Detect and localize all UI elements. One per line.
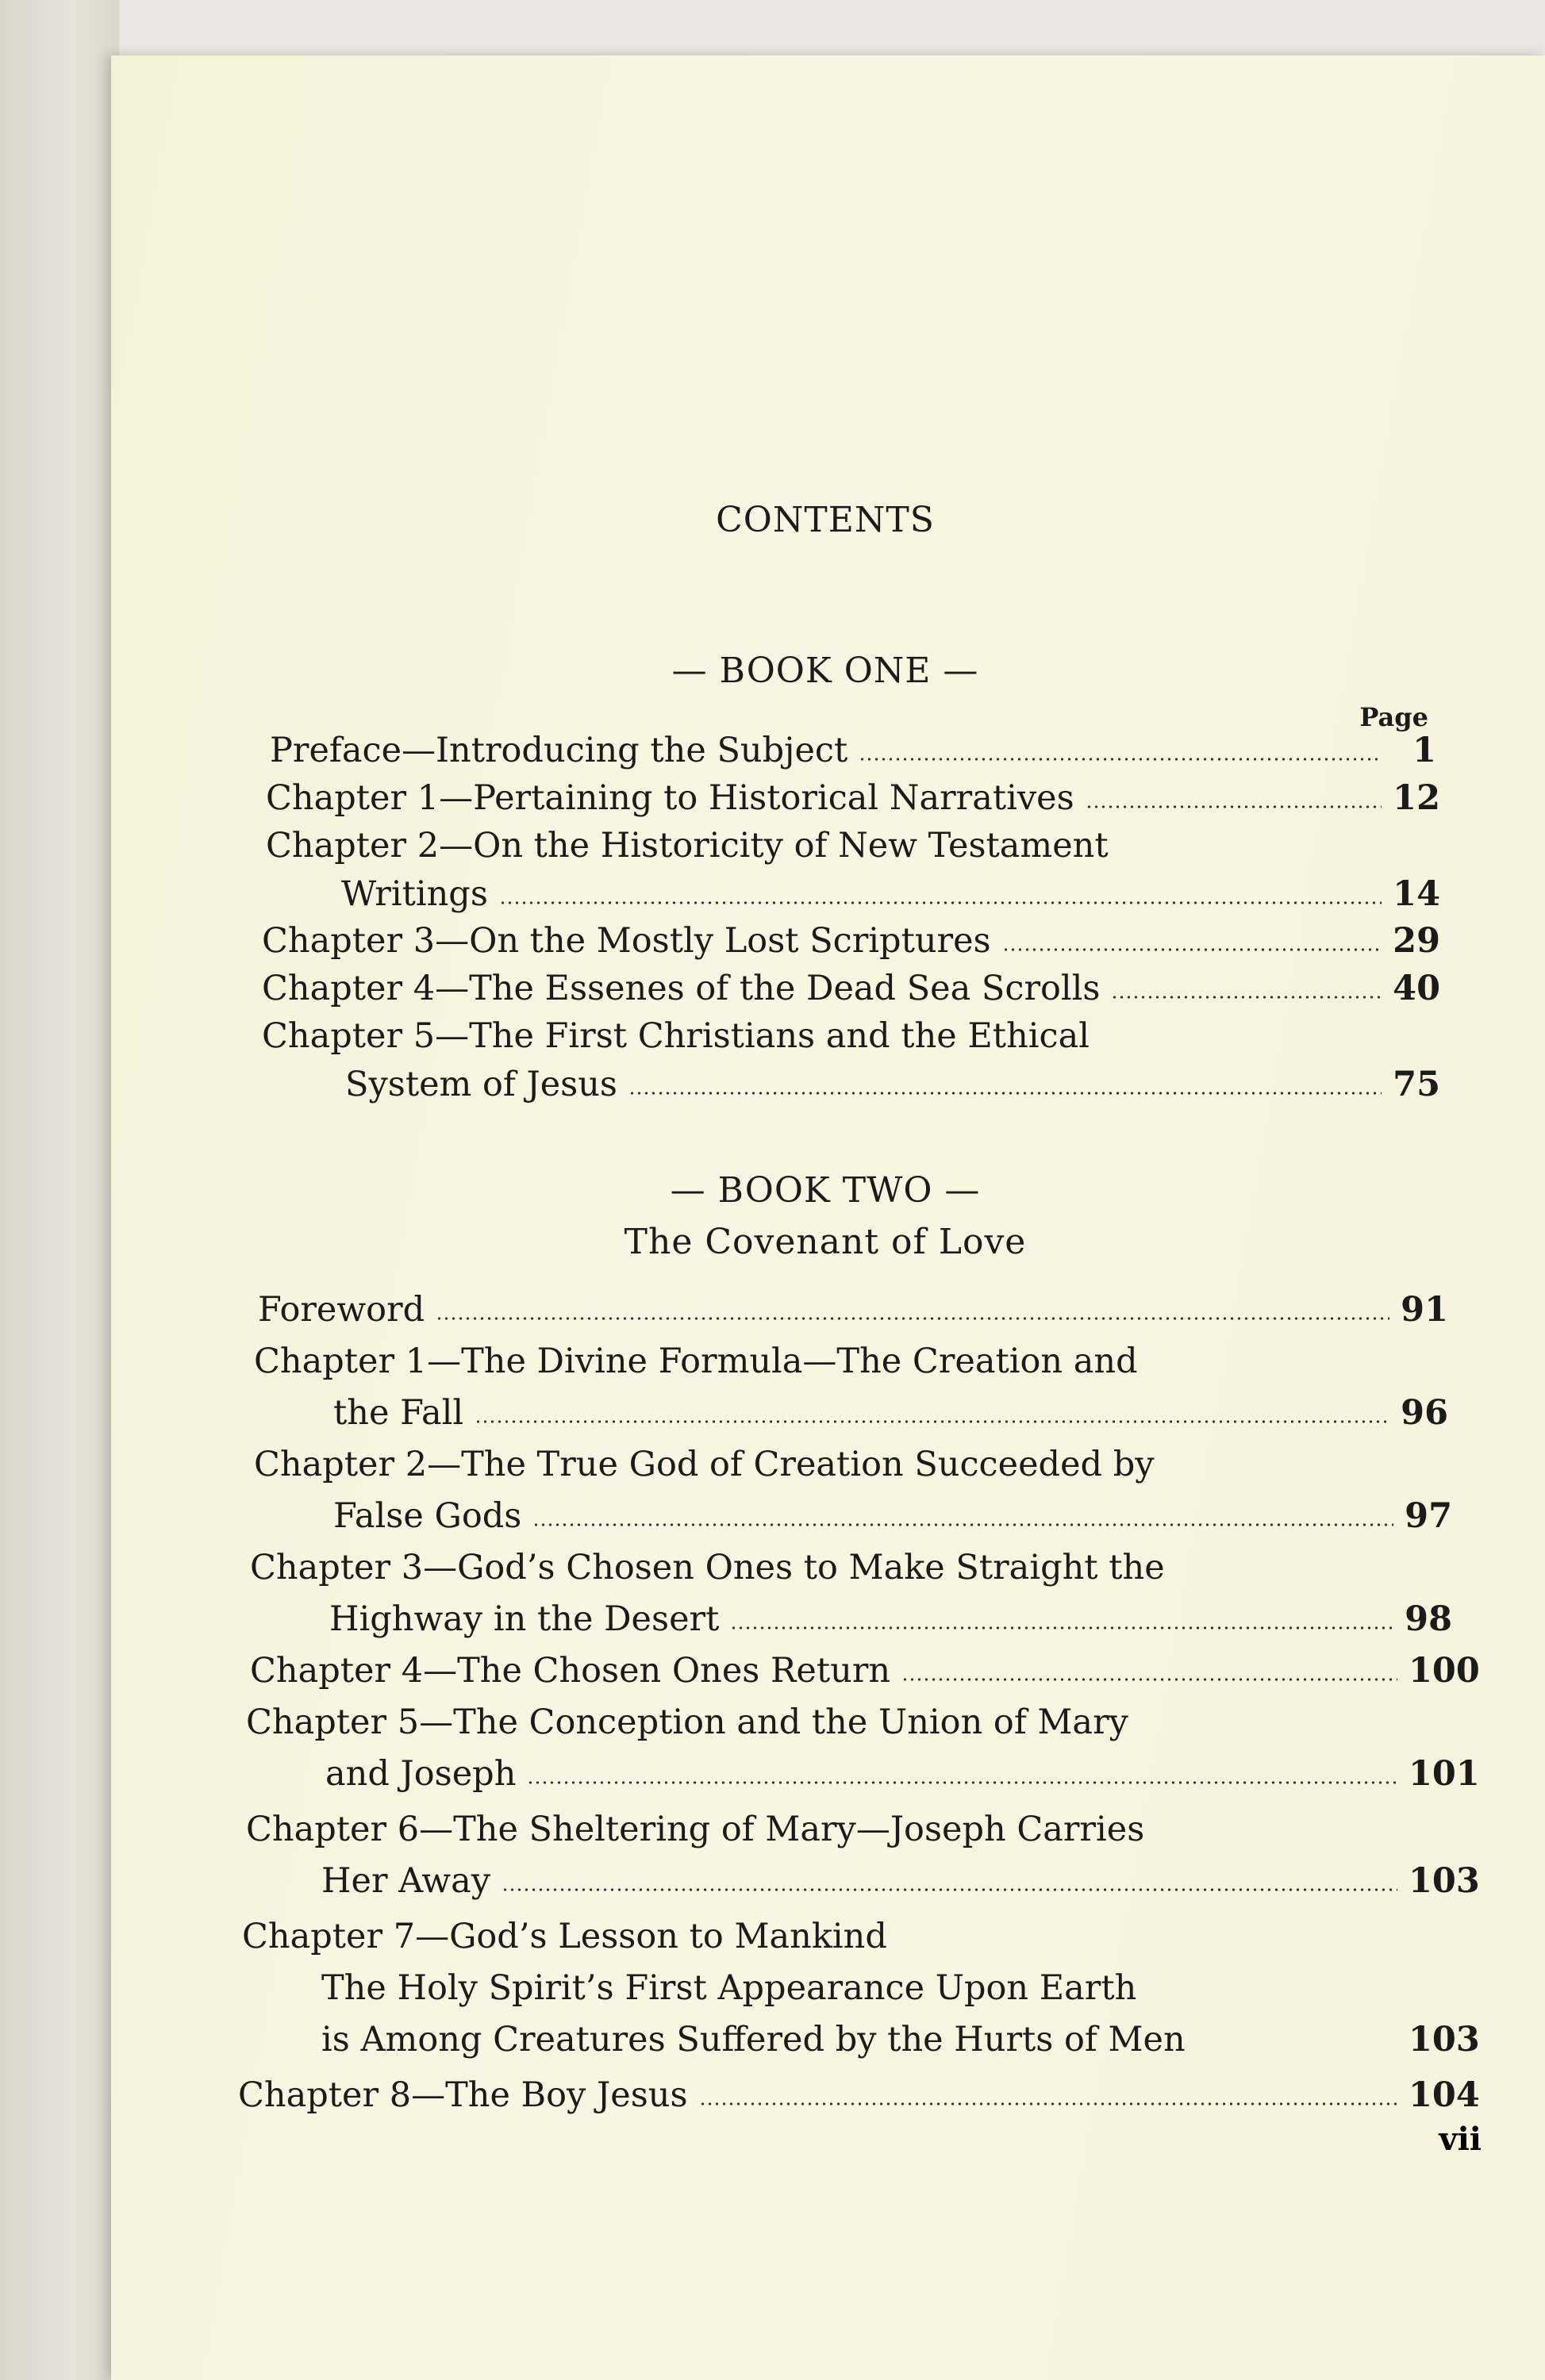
entry-title: Chapter 8—The Boy Jesus <box>238 2075 688 2115</box>
entry-title: Chapter 1—Pertaining to Historical Narratives <box>266 778 1074 818</box>
entry-page: 29 <box>1393 921 1440 961</box>
dot-leader <box>730 1626 1393 1630</box>
entry-page: 103 <box>1409 2020 1480 2059</box>
toc-entry <box>246 1702 1480 1794</box>
dot-leader <box>502 1887 1397 1892</box>
dot-leader <box>1002 947 1382 952</box>
toc-entry <box>262 1016 1440 1104</box>
entry-title-continued: the Fall <box>333 1393 464 1433</box>
toc-entry <box>250 1651 1480 1691</box>
dot-leader <box>628 1091 1382 1096</box>
entry-title: Chapter 2—On the Historicity of New Testament <box>266 826 1109 866</box>
toc-entry <box>254 1342 1448 1433</box>
entry-title: Chapter 3—On the Mostly Lost Scriptures <box>262 921 991 961</box>
page-title: CONTENTS <box>716 500 935 540</box>
dot-leader <box>527 1780 1397 1785</box>
entry-subtitle-continued: is Among Creatures Suffered by the Hurts of Men <box>321 2020 1186 2059</box>
entry-page: 103 <box>1409 1861 1480 1901</box>
page-number-folio: vii <box>1439 2121 1482 2158</box>
entry-page: 96 <box>1401 1393 1448 1433</box>
entry-title-continued: Her Away <box>321 1861 491 1901</box>
entry-subtitle: The Holy Spirit’s First Appearance Upon Earth <box>321 1968 1137 2008</box>
toc-entry <box>250 1548 1452 1639</box>
entry-title: Chapter 6—The Sheltering of Mary—Joseph Carries <box>246 1810 1145 1849</box>
toc-entry <box>262 921 1440 961</box>
entry-title-continued: Writings <box>341 874 488 914</box>
entry-page: 1 <box>1412 731 1436 770</box>
entry-page: 104 <box>1409 2075 1480 2115</box>
toc-entry <box>262 969 1440 1008</box>
entry-title: Chapter 2—The True God of Creation Succeeded by <box>254 1445 1155 1484</box>
page-column-label: Page <box>1359 702 1428 732</box>
toc-entry <box>258 1290 1448 1330</box>
entry-title-continued: Highway in the Desert <box>329 1599 720 1639</box>
entry-title: Chapter 4—The Chosen Ones Return <box>250 1651 891 1691</box>
entry-title: Chapter 5—The First Christians and the Ethical <box>262 1016 1090 1056</box>
toc-entry <box>266 778 1440 818</box>
toc-entry <box>242 1917 1480 2059</box>
previous-page-edge <box>0 0 119 2380</box>
toc-entry <box>238 2075 1480 2115</box>
dot-leader <box>859 757 1378 762</box>
dot-leader <box>1111 995 1382 1000</box>
entry-title: Chapter 3—God’s Chosen Ones to Make Straight the <box>250 1548 1165 1587</box>
entry-page: 91 <box>1401 1290 1448 1330</box>
dot-leader <box>499 900 1382 905</box>
entry-title-continued: System of Jesus <box>345 1065 617 1104</box>
entry-page: 40 <box>1393 969 1440 1008</box>
entry-page: 12 <box>1393 778 1440 818</box>
toc-entry <box>246 1810 1480 1901</box>
dot-leader <box>1086 804 1382 809</box>
entry-title-continued: and Joseph <box>325 1754 517 1794</box>
book-two-subtitle: The Covenant of Love <box>624 1222 1027 1262</box>
entry-page: 98 <box>1405 1599 1452 1639</box>
entry-title: Chapter 7—God’s Lesson to Mankind <box>242 1917 887 1956</box>
toc-entry <box>270 731 1436 770</box>
entry-page: 14 <box>1393 874 1440 914</box>
entry-title: Foreword <box>258 1290 425 1330</box>
entry-title: Chapter 4—The Essenes of the Dead Sea Scrolls <box>262 969 1101 1008</box>
book-two-heading: — BOOK TWO — <box>670 1170 981 1211</box>
entry-page: 97 <box>1405 1496 1452 1536</box>
dot-leader <box>436 1316 1389 1321</box>
dot-leader <box>475 1419 1389 1424</box>
dot-leader <box>532 1522 1393 1527</box>
entry-title-continued: False Gods <box>333 1496 522 1536</box>
entry-title: Chapter 5—The Conception and the Union of Mary <box>246 1702 1128 1742</box>
dot-leader <box>699 2102 1397 2106</box>
dot-leader <box>901 1677 1397 1682</box>
book-page <box>111 56 1545 2380</box>
book-one-heading: — BOOK ONE — <box>671 651 979 691</box>
entry-title: Preface—Introducing the Subject <box>270 731 848 770</box>
entry-page: 75 <box>1393 1065 1440 1104</box>
toc-entry <box>266 826 1440 914</box>
entry-page: 100 <box>1409 1651 1480 1691</box>
toc-entry <box>254 1445 1452 1536</box>
entry-title: Chapter 1—The Divine Formula—The Creation and <box>254 1342 1138 1381</box>
entry-page: 101 <box>1409 1754 1480 1794</box>
